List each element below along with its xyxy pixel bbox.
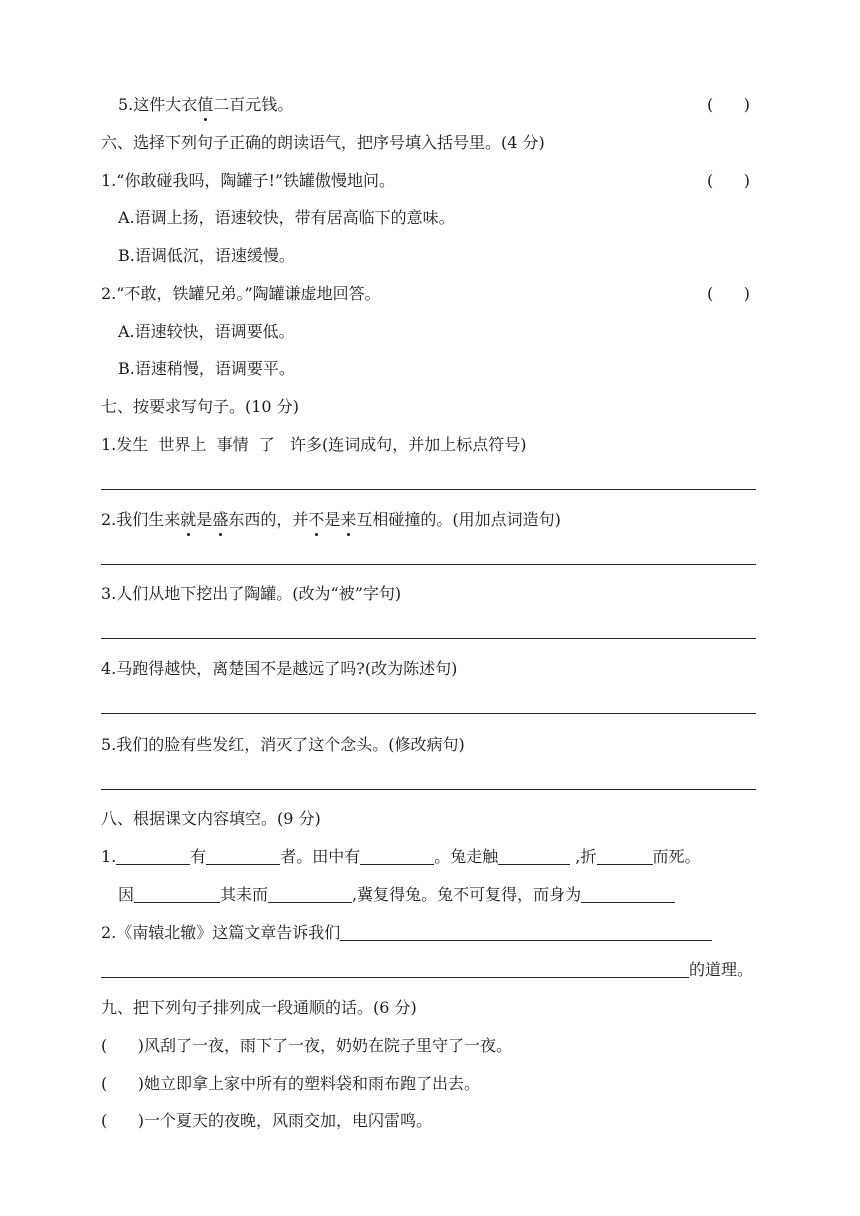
dotted-character: 就 xyxy=(180,510,197,529)
fill-blank[interactable] xyxy=(116,846,190,865)
s7-question-5: 5.我们的脸有些发红，消灭了这个念头。(修改病句) xyxy=(101,735,465,754)
s7-question-4: 4.马跑得越快，离楚国不是越远了吗?(改为陈述句) xyxy=(101,659,458,678)
fill-blank[interactable] xyxy=(498,846,570,865)
s6-q1-option-b: B.语调低沉，语速缓慢。 xyxy=(118,246,295,265)
question-5-text: 5.这件大衣值二百元钱。 xyxy=(118,95,294,114)
answer-line[interactable] xyxy=(101,789,756,790)
fill-blank[interactable] xyxy=(360,846,434,865)
fill-blank[interactable] xyxy=(597,846,653,865)
s8-question-2-line-2: 的道理。 xyxy=(101,959,753,981)
dotted-character: 不 xyxy=(308,510,325,529)
s8-question-1-line-2: 因 其耒而 ,冀复得兔。兔不可复得，而身为 xyxy=(118,884,675,906)
section-8-heading: 八、根据课文内容填空。(9 分) xyxy=(101,809,321,828)
section-9-heading: 九、把下列句子排列成一段通顺的话。(6 分) xyxy=(101,998,417,1017)
s8-question-1-line-1: 1. 有 者。田中有 。兔走触 ,折 而死。 xyxy=(101,847,701,866)
answer-bracket[interactable]: ( ) xyxy=(707,284,750,303)
s7-question-2: 2.我们生来就是盛东西的，并不是来互相碰撞的。(用加点词造句) xyxy=(101,510,561,529)
s6-q2-option-b: B.语速稍慢，语调要平。 xyxy=(118,359,295,378)
dotted-character: 盛 xyxy=(212,510,229,529)
fill-blank[interactable] xyxy=(134,884,220,903)
answer-line[interactable] xyxy=(101,638,756,639)
answer-bracket[interactable]: ( ) xyxy=(707,171,750,190)
dotted-character: 来 xyxy=(340,510,357,529)
s9-item: ( )风刮了一夜，雨下了一夜，奶奶在院子里守了一夜。 xyxy=(101,1036,513,1055)
s9-item: ( )一个夏天的夜晚，风雨交加，电闪雷鸣。 xyxy=(101,1111,433,1130)
s7-question-1: 1.发生 世界上 事情 了 许多(连词成句，并加上标点符号) xyxy=(101,435,527,454)
s8-question-2-line-1: 2.《南辕北辙》这篇文章告诉我们 xyxy=(101,922,712,944)
fill-blank[interactable] xyxy=(206,846,280,865)
s6-q2-option-a: A.语速较快，语调要低。 xyxy=(118,322,295,341)
fill-blank[interactable] xyxy=(340,922,712,941)
answer-bracket[interactable]: ( ) xyxy=(707,95,750,114)
answer-line[interactable] xyxy=(101,713,756,714)
section-6-heading: 六、选择下列句子正确的朗读语气，把序号填入括号里。(4 分) xyxy=(101,133,545,152)
fill-blank[interactable] xyxy=(101,959,689,978)
section-7-heading: 七、按要求写句子。(10 分) xyxy=(101,397,299,416)
fill-blank[interactable] xyxy=(268,884,352,903)
order-bracket[interactable]: ( ) xyxy=(101,1074,144,1093)
answer-line[interactable] xyxy=(101,564,756,565)
fill-blank[interactable] xyxy=(581,884,675,903)
s9-item: ( )她立即拿上家中所有的塑料袋和雨布跑了出去。 xyxy=(101,1074,481,1093)
s6-question-2: 2.“不敢，铁罐兄弟。”陶罐谦虚地回答。 xyxy=(101,284,381,303)
answer-line[interactable] xyxy=(101,489,756,490)
order-bracket[interactable]: ( ) xyxy=(101,1036,144,1055)
order-bracket[interactable]: ( ) xyxy=(101,1111,144,1130)
dotted-character: 值 xyxy=(197,95,214,114)
s7-question-3: 3.人们从地下挖出了陶罐。(改为“被”字句) xyxy=(101,584,402,603)
s6-question-1: 1.“你敢碰我吗，陶罐子!”铁罐傲慢地问。 xyxy=(101,171,396,190)
s6-q1-option-a: A.语调上扬，语速较快，带有居高临下的意味。 xyxy=(118,208,455,227)
